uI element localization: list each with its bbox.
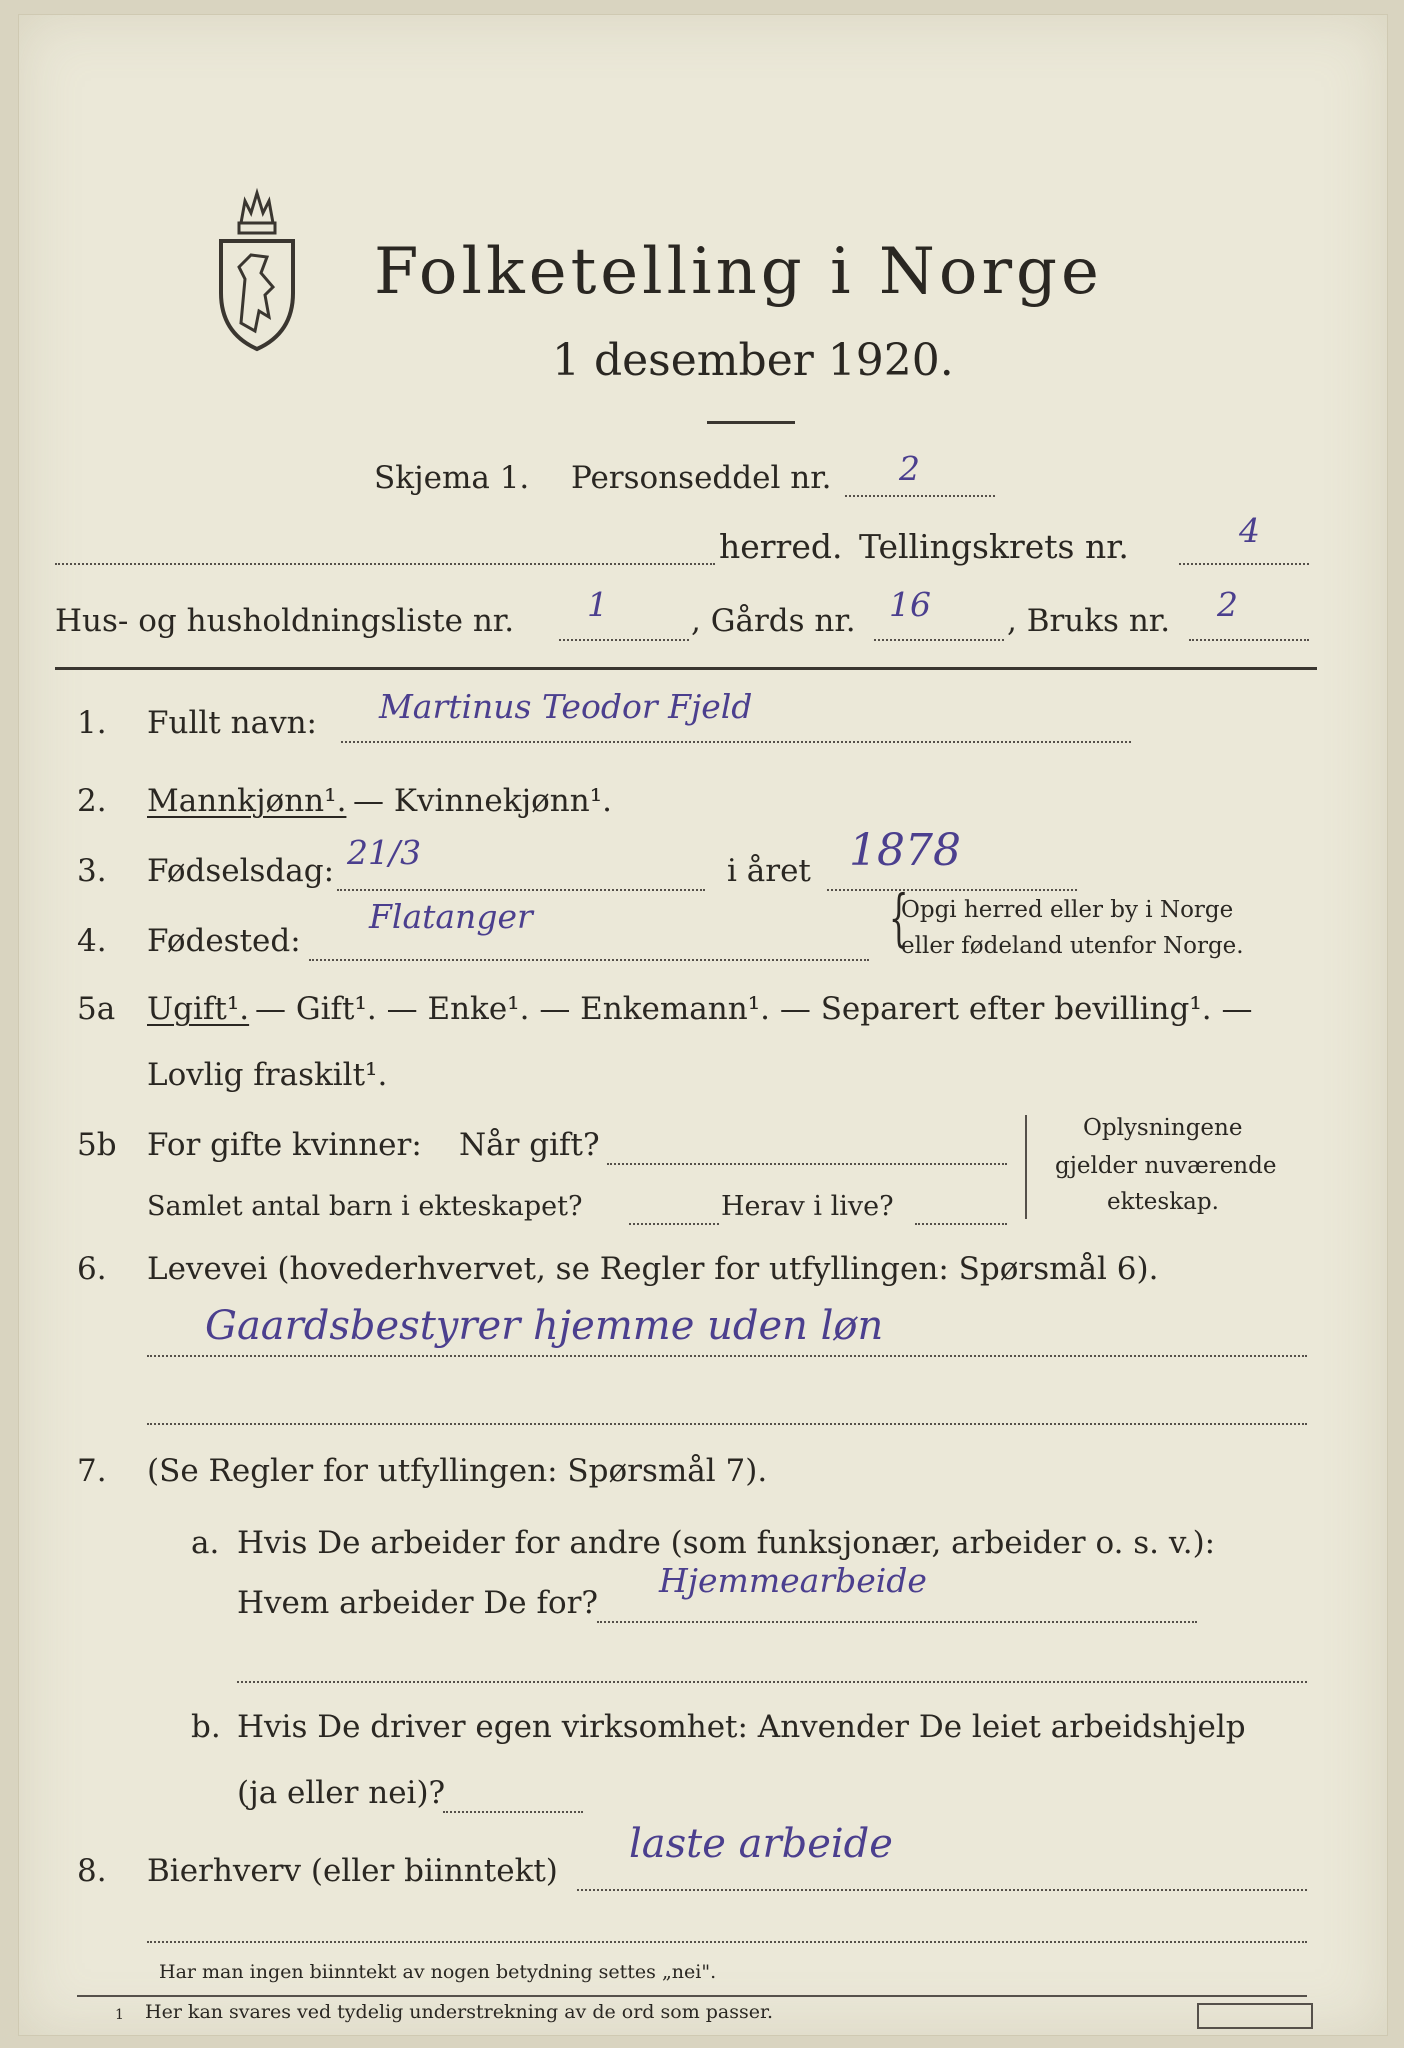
q5a-number: 5a bbox=[77, 991, 116, 1027]
q7b-letter: b. bbox=[191, 1709, 221, 1745]
q8-line-2 bbox=[147, 1941, 1307, 1943]
q8-label: Bierhverv (eller biinntekt) bbox=[147, 1853, 558, 1889]
q5a-fraskilt[interactable]: Lovlig fraskilt¹. bbox=[147, 1057, 388, 1093]
footer-note: Har man ingen biinntekt av nogen betydning settes „nei". bbox=[159, 1961, 717, 1983]
q3-number: 3. bbox=[77, 853, 107, 889]
q3-label: Fødselsdag: bbox=[147, 853, 335, 889]
q5b-naar-gift: Når gift? bbox=[459, 1127, 600, 1163]
tellingskrets-value[interactable]: 4 bbox=[1239, 511, 1260, 550]
q7a-label: Hvis De arbeider for andre (som funksjonær, arbeider o. s. v.): bbox=[237, 1525, 1216, 1561]
hus-line bbox=[559, 639, 689, 641]
footnote-text: Her kan svares ved tydelig understrekning av de ord som passer. bbox=[145, 2001, 774, 2023]
q4-brace: { bbox=[888, 881, 909, 954]
q4-line bbox=[309, 959, 869, 961]
personseddel-line bbox=[845, 495, 995, 497]
gards-line bbox=[874, 639, 1004, 641]
q1-full-name[interactable]: Martinus Teodor Fjeld bbox=[379, 687, 753, 726]
form-date: 1 desember 1920. bbox=[552, 335, 954, 386]
q7b-line bbox=[443, 1811, 583, 1813]
q5b-samlet-line bbox=[629, 1223, 719, 1225]
q2-male[interactable]: Mannkjønn¹. bbox=[147, 783, 347, 819]
bruks-label: , Bruks nr. bbox=[1007, 603, 1171, 639]
q6-label: Levevei (hovederhvervet, se Regler for utfyllingen: Spørsmål 6). bbox=[147, 1251, 1159, 1287]
q4-note-2: eller fødeland utenfor Norge. bbox=[901, 933, 1244, 959]
q2-female[interactable]: — Kvinnekjønn¹. bbox=[353, 783, 612, 819]
skjema-label: Skjema 1. bbox=[374, 460, 530, 496]
q7-number: 7. bbox=[77, 1453, 107, 1489]
footer-divider bbox=[77, 1995, 1307, 1997]
q7a-employer[interactable]: Hjemmearbeide bbox=[659, 1561, 927, 1600]
q5b-note-2: gjelder nuværende bbox=[1055, 1153, 1277, 1179]
q5b-label: For gifte kvinner: bbox=[147, 1127, 422, 1163]
section-divider bbox=[55, 667, 1317, 670]
footnote-number: 1 bbox=[115, 2007, 124, 2023]
q5a-options[interactable]: — Gift¹. — Enke¹. — Enkemann¹. — Separert efter bevilling¹. — bbox=[255, 991, 1253, 1027]
q8-number: 8. bbox=[77, 1853, 107, 1889]
q5b-note-1: Oplysningene bbox=[1083, 1115, 1243, 1141]
q4-number: 4. bbox=[77, 923, 107, 959]
q1-label: Fullt navn: bbox=[147, 705, 317, 741]
q3-day-line bbox=[337, 889, 705, 891]
printer-stamp-icon bbox=[1197, 2003, 1313, 2029]
tellingskrets-line bbox=[1179, 563, 1309, 565]
q5a-ugift[interactable]: Ugift¹. bbox=[147, 991, 250, 1027]
bruks-line bbox=[1189, 639, 1309, 641]
herred-line bbox=[55, 563, 715, 565]
hus-value[interactable]: 1 bbox=[587, 585, 608, 624]
q4-note-1: Opgi herred eller by i Norge bbox=[901, 897, 1234, 923]
hus-label: Hus- og husholdningsliste nr. bbox=[55, 603, 515, 639]
q6-occupation[interactable]: Gaardsbestyrer hjemme uden løn bbox=[205, 1303, 884, 1349]
q1-line bbox=[341, 741, 1131, 743]
census-form-page bbox=[18, 14, 1388, 2036]
bruks-value[interactable]: 2 bbox=[1217, 585, 1238, 624]
q5b-herav: Herav i live? bbox=[721, 1191, 894, 1222]
personseddel-value[interactable]: 2 bbox=[899, 449, 920, 488]
q4-label: Fødested: bbox=[147, 923, 301, 959]
q8-side-income[interactable]: laste arbeide bbox=[629, 1821, 893, 1867]
q5b-number: 5b bbox=[77, 1127, 117, 1163]
q7b-label: Hvis De driver egen virksomhet: Anvender De leiet arbeidshjelp bbox=[237, 1709, 1246, 1745]
gards-label: , Gårds nr. bbox=[691, 603, 856, 639]
norway-coat-of-arms-icon bbox=[211, 183, 303, 353]
gards-value[interactable]: 16 bbox=[889, 585, 931, 624]
herred-label: herred. bbox=[719, 527, 843, 566]
q7a-letter: a. bbox=[191, 1525, 220, 1561]
q3-birthday[interactable]: 21/3 bbox=[347, 833, 422, 872]
q7a-line-1 bbox=[597, 1621, 1197, 1623]
q3-birth-year[interactable]: 1878 bbox=[849, 825, 961, 876]
q5b-bracket bbox=[1025, 1115, 1027, 1219]
q3-year-line bbox=[827, 889, 1077, 891]
q7a-line-2 bbox=[237, 1681, 1307, 1683]
q5b-note-3: ekteskap. bbox=[1107, 1189, 1219, 1215]
q7b-ja-nei: (ja eller nei)? bbox=[237, 1775, 446, 1811]
q6-number: 6. bbox=[77, 1251, 107, 1287]
q3-year-label: i året bbox=[727, 853, 811, 889]
q5b-samlet: Samlet antal barn i ekteskapet? bbox=[147, 1191, 583, 1222]
tellingskrets-label: Tellingskrets nr. bbox=[859, 527, 1129, 566]
q7a-hvem: Hvem arbeider De for? bbox=[237, 1585, 599, 1621]
q6-line-1 bbox=[147, 1355, 1307, 1357]
q5b-herav-line bbox=[915, 1223, 1007, 1225]
q1-number: 1. bbox=[77, 705, 107, 741]
q7-label: (Se Regler for utfyllingen: Spørsmål 7). bbox=[147, 1453, 768, 1489]
q8-line-1 bbox=[577, 1889, 1307, 1891]
form-title: Folketelling i Norge bbox=[374, 235, 1103, 309]
q5b-naar-line bbox=[607, 1163, 1007, 1165]
title-divider bbox=[707, 421, 795, 424]
personseddel-label: Personseddel nr. bbox=[571, 460, 832, 496]
q4-birthplace[interactable]: Flatanger bbox=[369, 897, 533, 936]
q2-number: 2. bbox=[77, 783, 107, 819]
q6-line-2 bbox=[147, 1423, 1307, 1425]
